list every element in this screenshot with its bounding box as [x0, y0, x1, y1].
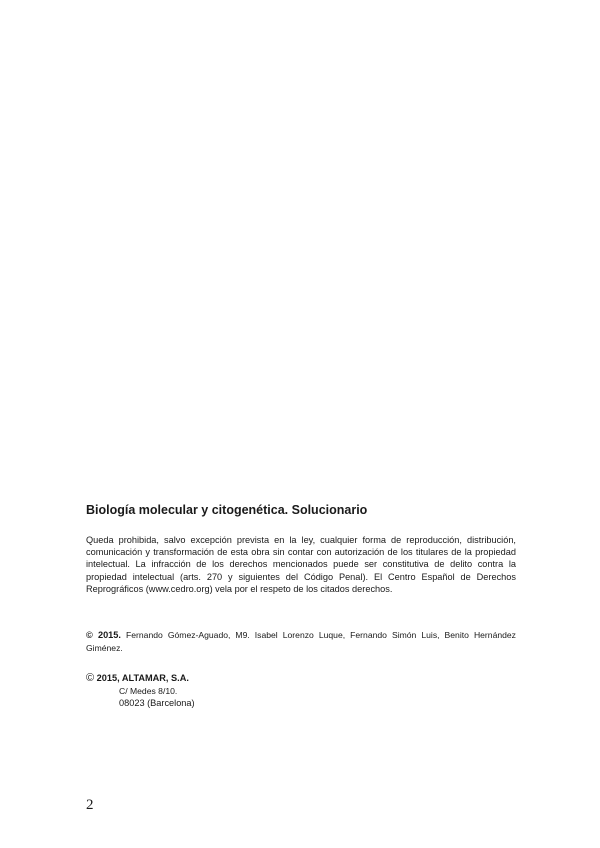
copyright-symbol: © — [86, 672, 95, 684]
publisher-block — [86, 672, 195, 710]
publisher-city: 08023 (Barcelona) — [119, 698, 195, 708]
book-title: Biología molecular y citogenética. Solucionario — [86, 503, 368, 517]
authors-copyright — [86, 629, 516, 654]
publisher-name: 2015, ALTAMAR, S.A. — [96, 673, 189, 683]
publisher-copyright — [86, 672, 195, 685]
authors-copyright-year: © 2015. — [86, 630, 121, 640]
authors-list: Fernando Gómez-Aguado, M9. Isabel Lorenzo Luque, Fernando Simón Luis, Benito Hernández Giménez. — [86, 630, 516, 653]
page-number: 2 — [86, 797, 94, 813]
publisher-street: C/ Medes 8/10. — [119, 685, 178, 696]
legal-notice: Queda prohibida, salvo excepción prevista en la ley, cualquier forma de reproducción, distribución, comunicación y transformación de esta obra sin contar con autorización de los titulares de la propiedad intelectual. La infracción de los derechos mencionados puede ser constitutiva de delito contra la propiedad intelectual (arts. 270 y siguientes del Código Penal). El Centro Español de Derechos Reprográficos (www.cedro.org) vela por el respeto de los citados derechos. — [86, 535, 516, 594]
